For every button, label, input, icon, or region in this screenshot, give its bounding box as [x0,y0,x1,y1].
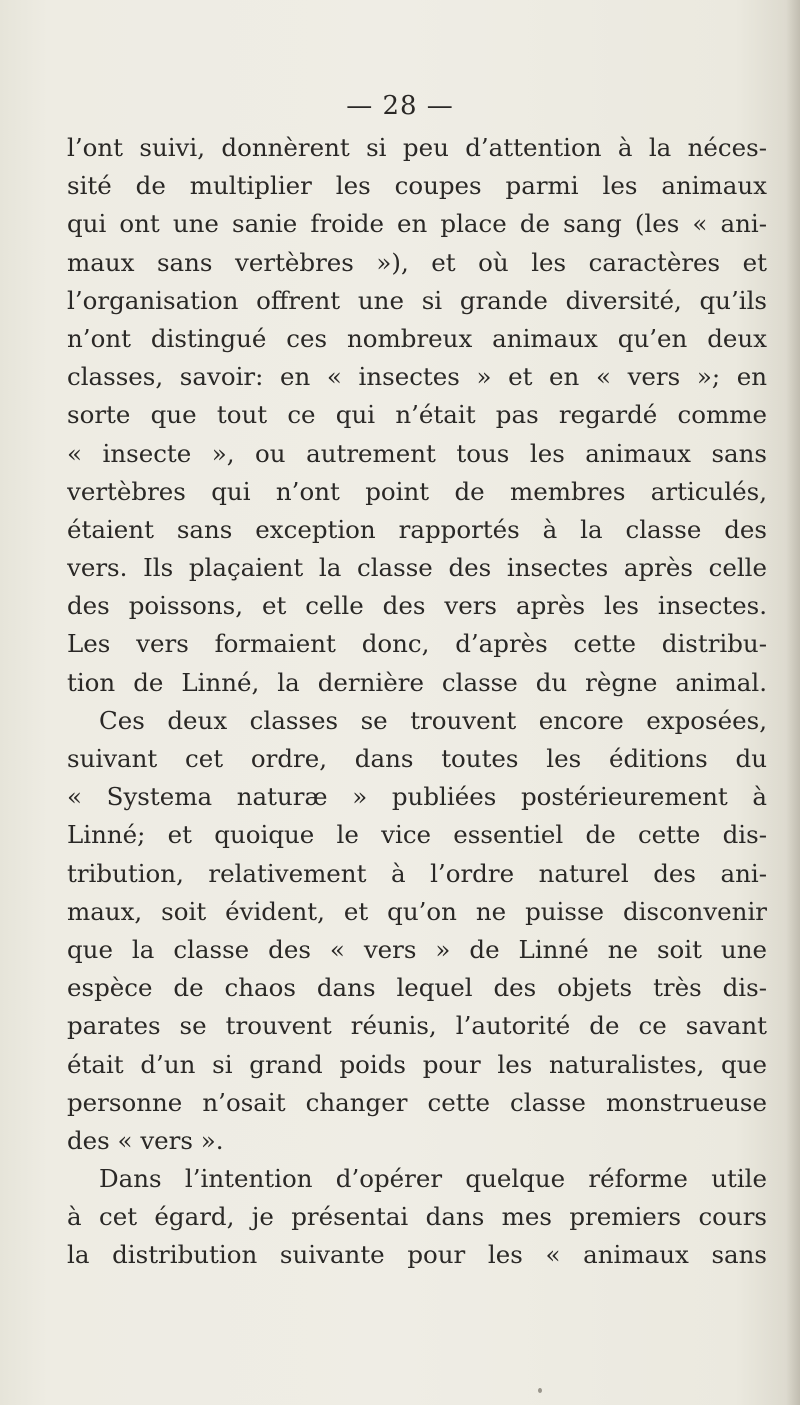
text-line: « insecte », ou autrement tous les animaux sans [67,438,767,468]
text-line: personne n’osait changer cette classe monstrueuse [67,1087,767,1117]
text-line: qui ont une sanie froide en place de sang (les « ani- [67,209,767,239]
text-line: vertèbres qui n’ont point de membres articulés, [67,476,767,506]
text-line: parates se trouvent réunis, l’autorité de ce savant [67,1011,767,1041]
text-line: Dans l’intention d’opérer quelque réforme utile [99,1164,767,1194]
text-line: Ces deux classes se trouvent encore exposées, [99,705,767,735]
text-line: l’ont suivi, donnèrent si peu d’attention à la néces- [67,133,767,162]
page-number: — 28 — [346,91,454,121]
text-line: tribution, relativement à l’ordre naturel des ani- [67,858,767,888]
text-line: vers. Ils plaçaient la classe des insectes après celle [67,553,767,583]
text-line: n’ont distingué ces nombreux animaux qu’en deux [67,323,767,353]
text-line: la distribution suivante pour les « animaux sans [67,1240,767,1270]
text-line: espèce de chaos dans lequel des objets très dis- [67,973,767,1003]
text-line: sité de multiplier les coupes parmi les animaux [67,171,767,201]
text-line: suivant cet ordre, dans toutes les éditions du [67,744,767,773]
text-line: sorte que tout ce qui n’était pas regardé comme [67,400,767,430]
text-line: classes, savoir: en « insectes » et en « vers »; en [67,362,767,392]
text-line: des « vers ». [67,1125,224,1155]
text-line: était d’un si grand poids pour les naturalistes, que [67,1049,767,1079]
text-line: des poissons, et celle des vers après les insectes. [67,591,767,621]
text-line: maux sans vertèbres »), et où les caractères et [67,247,767,277]
text-line: Linné; et quoique le vice essentiel de cette dis- [67,820,767,850]
text-line: à cet égard, je présentai dans mes premiers cours [67,1202,767,1232]
text-line: tion de Linné, la dernière classe du règne animal. [67,667,767,697]
text-line: l’organisation offrent une si grande diversité, qu’ils [67,285,767,315]
text-line: « Systema naturæ » publiées postérieurement à [67,782,767,812]
text-line: maux, soit évident, et qu’on ne puisse disconvenir [67,896,767,926]
text-line: étaient sans exception rapportés à la classe des [67,514,767,544]
ink-speck [538,1388,542,1393]
text-line: Les vers formaient donc, d’après cette distribu- [67,629,767,659]
page-edge-shadow [786,0,800,1405]
body-text [67,129,767,1275]
text-line: que la classe des « vers » de Linné ne soit une [67,934,767,964]
